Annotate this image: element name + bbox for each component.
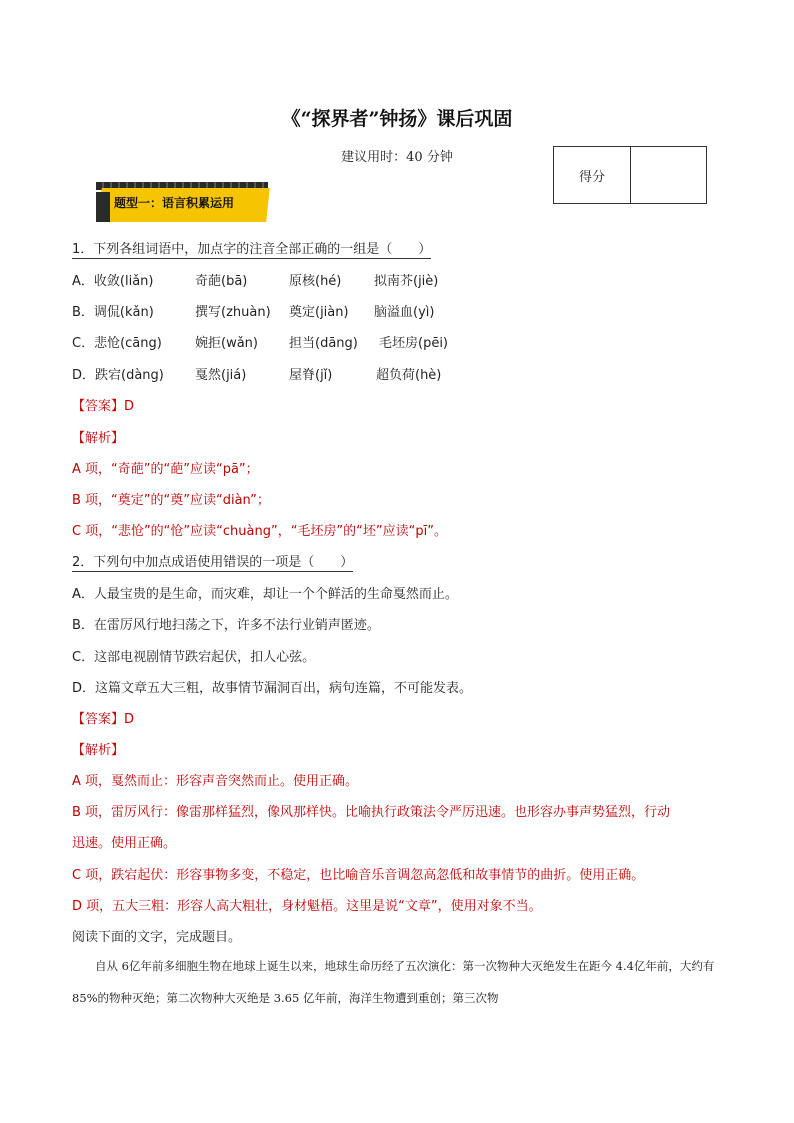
reading-intro: 阅读下面的文字，完成题目。 (72, 930, 242, 945)
q1-analysis-a: A 项，“奇葩”的“葩”应读“pā”； (72, 462, 259, 477)
section-banner (96, 182, 268, 226)
q1-analysis-label: 【解析】 (72, 431, 125, 446)
q2-option-b: B．在雷厉风行地扫荡之下，许多不法行业销声匿迹。 (72, 618, 380, 633)
q2-analysis-c: C 项，跌宕起伏：形容事物多变，不稳定，也比喻音乐音调忽高忽低和故事情节的曲折。使用正确。 (72, 868, 645, 883)
q1-option-b-2: 撰写(zhuàn) (195, 305, 271, 320)
q1-option-c-1: C．悲怆(cāng) (72, 336, 162, 351)
q2-option-a: A．人最宝贵的是生命，而灾难，却让一个个鲜活的生命戛然而止。 (72, 587, 458, 602)
q1-option-b-3: 奠定(jiàn) (289, 305, 349, 320)
page-title: 《“探界者”钟扬》课后巩固 (281, 108, 513, 130)
q1-option-c-4: 毛坯房(pēi) (379, 336, 449, 351)
q1-analysis-b: B 项，“奠定”的“奠”应读“diàn”； (72, 493, 270, 508)
q1-option-a-2: 奇葩(bā) (195, 274, 248, 289)
q2-option-c: C．这部电视剧情节跌宕起伏，扣人心弦。 (72, 650, 316, 665)
q2-analysis-b: B 项，雷厉风行：像雷那样猛烈，像风那样快。比喻执行政策法令严厉迅速。也形容办事声势猛烈，行动 (72, 805, 671, 820)
q1-option-d-3: 屋脊(jǐ) (289, 368, 333, 383)
score-box (553, 146, 707, 204)
q1-option-b-1: B．调侃(kǎn) (72, 305, 154, 320)
q1-answer: 【答案】D (72, 399, 135, 414)
q2-analysis-a: A 项，戛然而止：形容声音突然而止。使用正确。 (72, 774, 359, 789)
q2-analysis-label: 【解析】 (72, 743, 125, 758)
reading-paragraph: 自从 6亿年前多细胞生物在地球上诞生以来，地球生命历经了五次演化：第一次物种大灭绝发生在距今 4.4亿年前，大约有 85%的物种灭绝；第二次物种大灭绝是 3.65 亿年前，海洋生物遭到重创；第三次物 (72, 959, 715, 1005)
q1-option-b-4: 脑溢血(yì) (374, 305, 435, 320)
q2-analysis-b-cont: 迅速。使用正确。 (72, 836, 177, 851)
question-2-stem: 2．下列句中加点成语使用错误的一项是（ ） (72, 551, 353, 572)
q2-answer: 【答案】D (72, 712, 135, 727)
q1-option-a-1: A．收敛(liǎn) (72, 274, 154, 289)
suggested-time: 建议用时：40 分钟 (341, 150, 453, 165)
q2-option-d: D．这篇文章五大三粗，故事情节漏洞百出，病句连篇，不可能发表。 (72, 681, 473, 696)
score-label: 得分 (554, 147, 631, 203)
q1-option-c-3: 担当(dāng) (289, 336, 358, 351)
q1-option-a-4: 拟南芥(jiè) (374, 274, 439, 289)
q1-option-d-1: D．跌宕(dàng) (72, 368, 164, 383)
q2-analysis-d: D 项，五大三粗：形容人高大粗壮，身材魁梧。这里是说“文章”，使用对象不当。 (72, 899, 542, 914)
q1-option-d-2: 戛然(jiá) (195, 368, 247, 383)
section-label: 题型一：语言积累运用 (114, 196, 235, 210)
q1-option-a-3: 原核(hé) (289, 274, 342, 289)
score-input-cell[interactable] (631, 147, 706, 203)
question-1-stem: 1．下列各组词语中，加点字的注音全部正确的一组是（ ） (72, 238, 431, 259)
banner-shadow (96, 192, 110, 222)
q1-option-c-2: 婉拒(wǎn) (195, 336, 258, 351)
q1-analysis-c: C 项，“悲怆”的“怆”应读“chuàng”，“毛坯房”的“坯”应读“pī”。 (72, 524, 447, 539)
q1-option-d-4: 超负荷(hè) (376, 368, 442, 383)
